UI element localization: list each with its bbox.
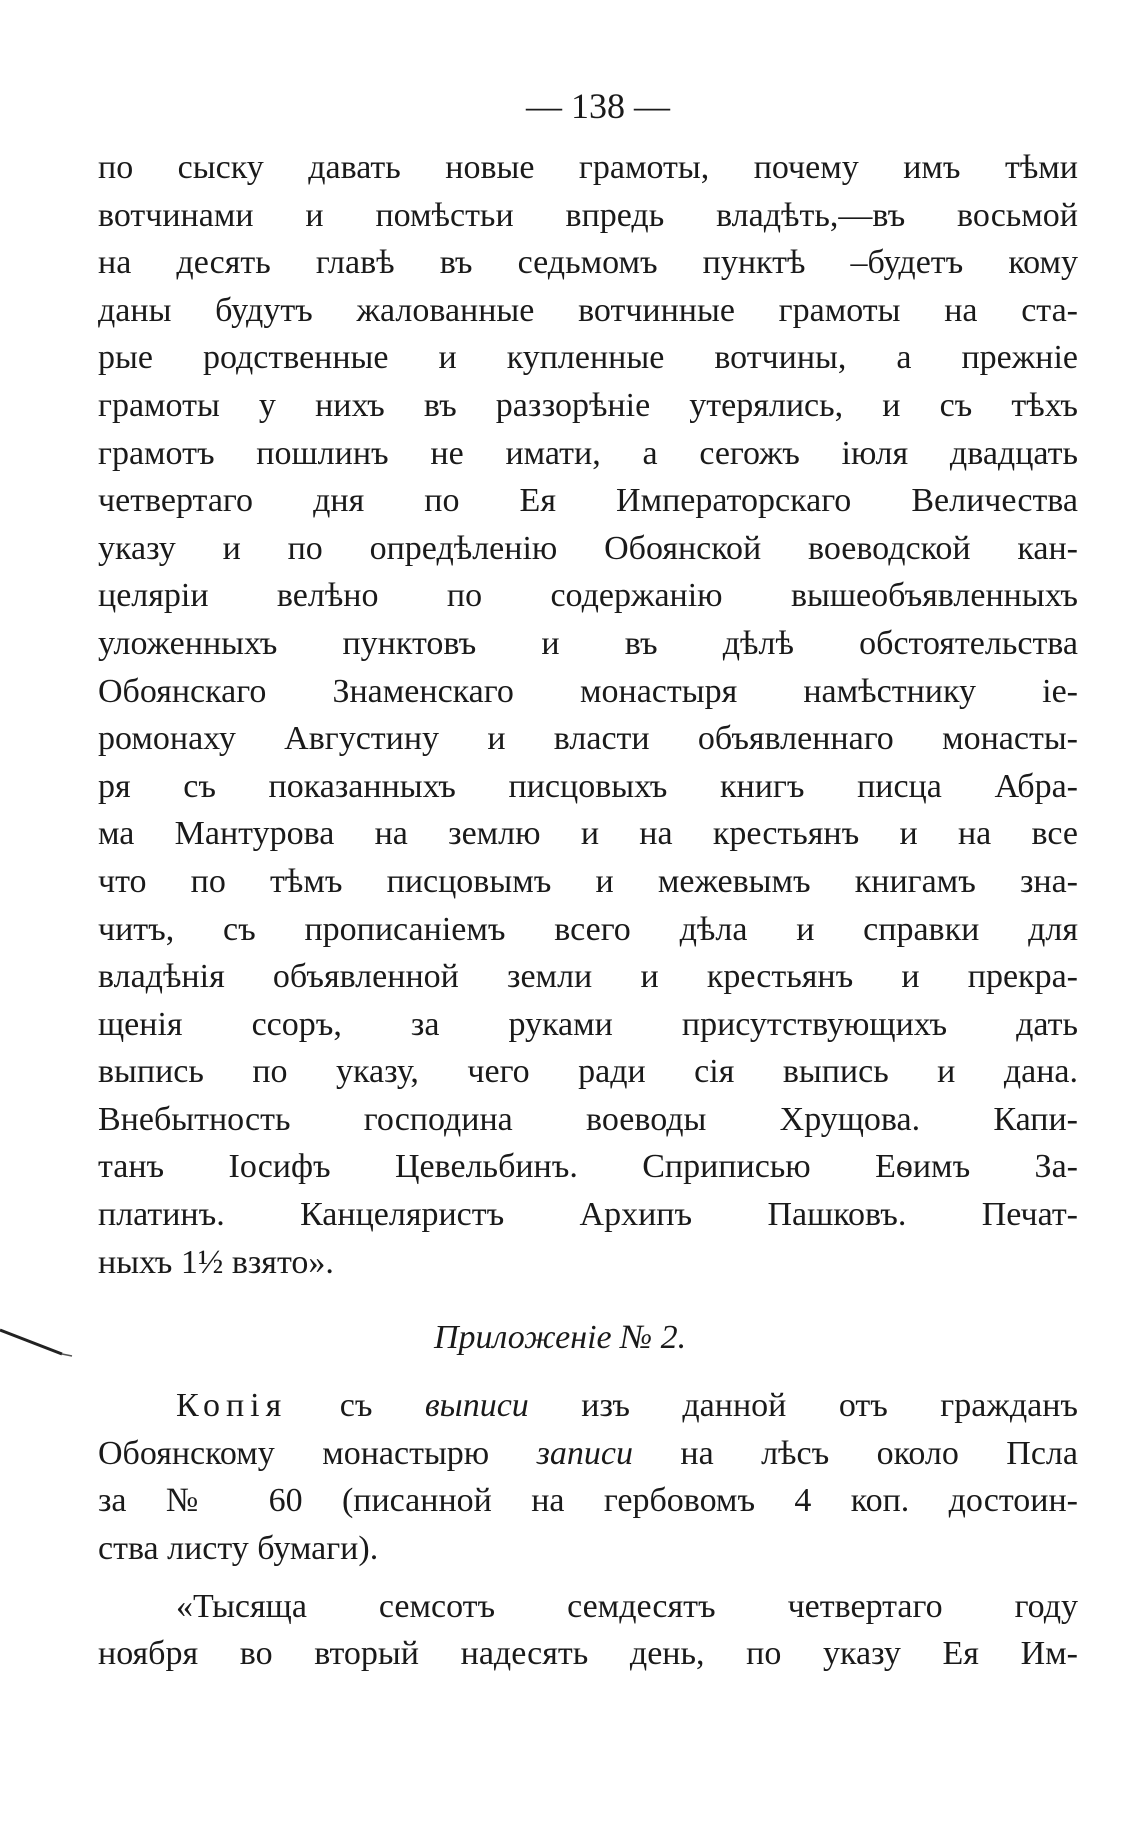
document-page xyxy=(98,78,1078,1678)
intro-word: Копія xyxy=(176,1387,288,1425)
text-line: читъ, съ прописаніемъ всего дѣла и справки для xyxy=(98,910,1078,948)
text-line: Обоянскаго Знаменскаго монастыря намѣстнику іе- xyxy=(98,672,1078,710)
text-line: грамоты у нихъ въ раззорѣніе утерялись, и съ тѣхъ xyxy=(98,386,1078,424)
text-line: ства листу бумаги). xyxy=(98,1530,379,1568)
appendix-heading: Приложеніе № 2. xyxy=(434,1319,687,1357)
text-line xyxy=(98,1382,1078,1430)
page-number: — 138 — xyxy=(526,86,670,126)
text-line: ма Мантурова на землю и на крестьянъ и на все xyxy=(98,815,1078,853)
body-text xyxy=(98,144,1078,1286)
text-line: владѣнія объявленной земли и крестьянъ и прекра- xyxy=(98,958,1078,996)
text-line: ря съ показанныхъ писцовыхъ книгъ писца Абра- xyxy=(98,767,1078,805)
intro-word: выписи xyxy=(424,1387,529,1425)
scan-mark-line xyxy=(0,1328,80,1358)
intro-word: съ xyxy=(339,1387,373,1425)
text-line: вотчинами и помѣстьи впредь владѣть,—въ восьмой xyxy=(98,196,1078,234)
intro-word: на лѣсъ около Псла xyxy=(680,1434,1078,1472)
text-line: выпись по указу, чего ради сія выпись и дана. xyxy=(98,1053,1078,1091)
text-line: ныхъ 1½ взято». xyxy=(98,1243,334,1281)
text-line: рые родственные и купленные вотчины, а прежніе xyxy=(98,339,1078,377)
text-line: даны будутъ жалованные вотчинные грамоты на ста- xyxy=(98,291,1078,329)
intro-word: изъ данной отъ гражданъ xyxy=(581,1387,1078,1425)
text-line xyxy=(98,1430,1078,1478)
text-line: «Тысяща семсотъ семдесятъ четвертаго году xyxy=(176,1587,1078,1625)
appendix-intro-paragraph xyxy=(98,1382,1078,1572)
text-line: танъ Іосифъ Цевельбинъ. Сприписью Еѳимъ За- xyxy=(98,1148,1078,1186)
text-line: четвертаго дня по Ея Императорскаго Величества xyxy=(98,482,1078,520)
text-line: целяріи велѣно по содержанію вышеобъявленныхъ xyxy=(98,577,1078,615)
text-line: грамотъ пошлинъ не имати, а сегожъ іюля двадцать xyxy=(98,434,1078,472)
quote-paragraph xyxy=(98,1583,1078,1678)
intro-word: Обоянскому монастырю xyxy=(98,1434,490,1472)
text-line: платинъ. Канцеляристъ Архипъ Пашковъ. Печат- xyxy=(98,1196,1078,1234)
text-line: указу и по опредѣленію Обоянской воеводской кан- xyxy=(98,529,1078,567)
text-line: Внебытность господина воеводы Хрущова. Капи- xyxy=(98,1100,1078,1138)
text-line: что по тѣмъ писцовымъ и межевымъ книгамъ зна- xyxy=(98,862,1078,900)
text-line: ноября во вторый надесять день, по указу Ея Им- xyxy=(98,1635,1078,1673)
text-line: щенія ссоръ, за руками присутствующихъ дать xyxy=(98,1005,1078,1043)
intro-word: записи xyxy=(536,1434,633,1472)
text-line: уложенныхъ пунктовъ и въ дѣлѣ обстоятельства xyxy=(98,624,1078,662)
text-line: ромонаху Августину и власти объявленнаго монасты- xyxy=(98,720,1078,758)
text-line: за № 60 (писанной на гербовомъ 4 коп. достоин- xyxy=(98,1482,1078,1520)
text-line: на десять главѣ въ седьмомъ пунктѣ –будетъ кому xyxy=(98,244,1078,282)
text-line: по сыску давать новые грамоты, почему имъ тѣми xyxy=(98,149,1078,186)
